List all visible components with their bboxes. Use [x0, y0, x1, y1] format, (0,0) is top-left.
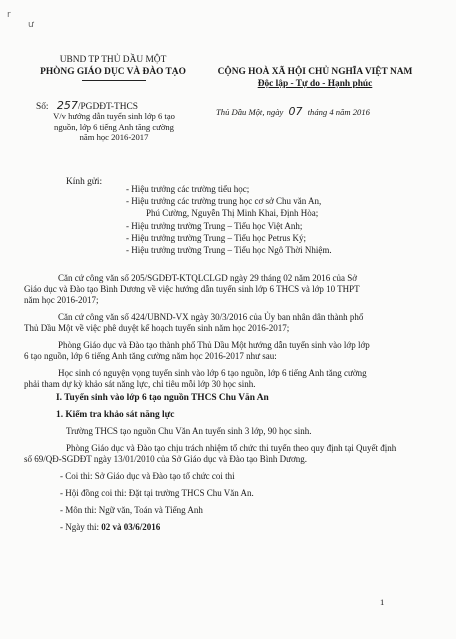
body-line: 6 tạo nguồn, lớp 6 tiếng Anh tăng cường năm học 2016-2017 như sau: — [24, 351, 277, 361]
recipient-item: - Hiệu trưởng trường Trung – Tiểu học Ngô Thời Nhiệm. — [126, 245, 332, 256]
document-date — [216, 105, 370, 118]
body-line: Căn cứ công văn số 205/SGDĐT-KTQLCLGD ngày 29 tháng 02 năm 2016 của Sở — [58, 273, 358, 283]
section-line: - Hội đồng coi thi: Đặt tại trường THCS Chu Văn An. — [60, 488, 254, 498]
recipient-item: - Hiệu trưởng các trường trung học cơ sở Chu văn An, — [126, 196, 322, 207]
body-line: Căn cứ công văn số 424/UBND-VX ngày 30/3/2016 của Ủy ban nhân dân thành phố — [58, 312, 364, 322]
nation-title: CỘNG HOÀ XÃ HỘI CHỦ NGHĨA VIỆT NAM — [217, 67, 413, 77]
body-line: Học sinh có nguyện vọng tuyển sinh vào lớp 6 tạo nguồn, lớp 6 tiếng Anh tăng cường — [58, 368, 367, 378]
section-line: - Môn thi: Ngữ văn, Toán và Tiếng Anh — [60, 505, 203, 515]
section-line: - Coi thi: Sở Giáo dục và Đào tạo tổ chức coi thi — [60, 471, 235, 481]
salutation: Kính gửi: — [66, 177, 103, 187]
section-line: Trường THCS tạo nguồn Chu Văn An tuyển sinh 3 lớp, 90 học sinh. — [66, 426, 312, 436]
body-line: Phòng Giáo dục và Đào tạo thành phố Thủ Dầu Một hướng dẫn tuyển sinh vào lớp lớp — [58, 340, 370, 350]
document-subject — [28, 111, 200, 143]
subsection-heading: 1. Kiểm tra khảo sát năng lực — [56, 410, 175, 420]
subject-line: nguồn, lớp 6 tiếng Anh tăng cường — [54, 121, 174, 132]
recipient-item: - Hiệu trưởng các trường tiểu học; — [126, 184, 250, 194]
section-heading: I. Tuyển sinh vào lớp 6 tạo nguồn THCS Chu Văn An — [56, 393, 269, 403]
header-underline-left — [82, 80, 146, 81]
date-prefix: Thủ Dầu Một, ngày — [216, 107, 284, 117]
body-line: phải tham dự kỳ khảo sát năng lực, chỉ tiêu mỗi lớp 30 học sinh. — [24, 379, 256, 389]
body-line: Giáo dục và Đào tạo Bình Dương về việc hướng dẫn tuyển sinh lớp 6 THCS và lớp 10 THPT — [24, 284, 360, 294]
recipient-item: - Hiệu trưởng trường Trung – Tiểu học Việt Anh; — [126, 220, 303, 231]
section-line: Phòng Giáo dục và Đào tạo chịu trách nhiệm tổ chức thi tuyển theo quy định tại Quyết định — [66, 443, 397, 453]
corner-mark: ư — [28, 20, 34, 30]
body-line: Thủ Dầu Một về việc phê duyệt kế hoạch tuyển sinh năm học 2016-2017; — [24, 323, 290, 333]
recipient-list — [126, 183, 332, 256]
issuing-authority: UBND TP THỦ DẦU MỘT — [59, 55, 167, 65]
recipient-item: Phú Cường, Nguyễn Thị Minh Khai, Định Hòa; — [146, 208, 319, 219]
section-text — [24, 426, 396, 533]
section-line: số 69/QĐ-SGDĐT ngày 13/01/2010 của Sở Giáo dục và Đào tạo Bình Dương. — [24, 454, 307, 464]
subject-line: năm học 2016-2017 — [79, 132, 149, 142]
corner-mark: r — [7, 10, 11, 20]
body-line: năm học 2016-2017; — [24, 295, 99, 305]
issuing-department: PHÒNG GIÁO DỤC VÀ ĐÀO TẠO — [40, 67, 186, 77]
exam-date-line — [24, 522, 396, 533]
recipient-item: - Hiệu trưởng trường Trung – Tiểu học Petrus Ký; — [126, 232, 307, 243]
exam-date-value: 02 và 03/6/2016 — [101, 522, 161, 532]
page-number: 1 — [380, 597, 385, 607]
date-day-handwritten: 07 — [288, 105, 303, 118]
body-text — [24, 273, 370, 390]
subject-line: V/v hướng dẫn tuyển sinh lớp 6 tạo — [53, 111, 175, 121]
doc-no-prefix: Số: — [36, 102, 49, 112]
national-motto: Độc lập - Tự do - Hạnh phúc — [257, 79, 373, 89]
date-suffix: tháng 4 năm 2016 — [307, 107, 370, 117]
doc-no-handwritten: 257 — [56, 99, 78, 112]
exam-date-label: - Ngày thi: — [60, 522, 99, 532]
doc-no-suffix: /PGDĐT-THCS — [77, 102, 138, 112]
